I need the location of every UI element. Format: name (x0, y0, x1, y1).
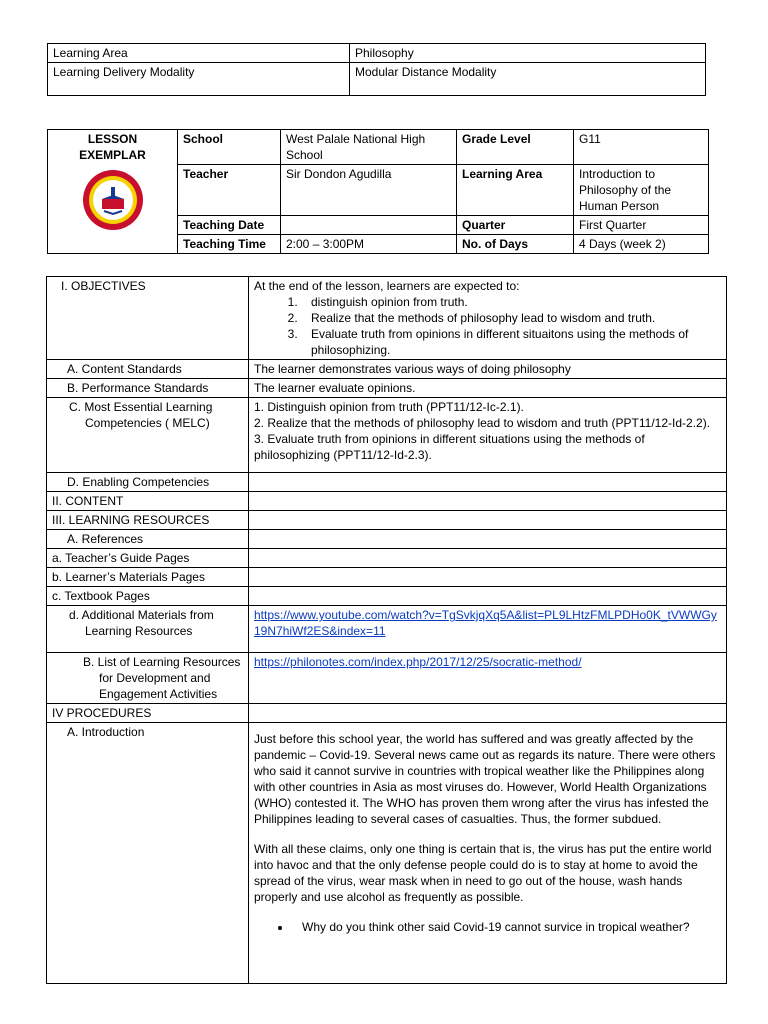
melc-item: 2. Realize that the methods of philosophy lead to wisdom and truth (PPT11/12-Id-2.2). (254, 416, 711, 430)
grade-level-label: Grade Level (457, 130, 574, 165)
exemplar-title: LESSON EXEMPLAR (79, 132, 146, 162)
additional-materials-cell (249, 606, 727, 653)
learners-materials-value (249, 568, 727, 587)
introduction-question: • Why do you think other said Covid-19 cannot survice in tropical weather? (292, 919, 721, 935)
textbook-pages-value (249, 587, 727, 606)
teachers-guide-value (249, 549, 727, 568)
melc-cell (249, 398, 727, 473)
objectives-intro: At the end of the lesson, learners are expected to: (254, 279, 520, 293)
objective-item: 3. Evaluate truth from opinions in different situaitons using the methods of philosophizing. (301, 326, 721, 358)
references-value (249, 530, 727, 549)
teaching-date-value (281, 216, 457, 235)
grade-level-value: G11 (574, 130, 709, 165)
learning-resources-value (249, 511, 727, 530)
introduction-cell (249, 723, 727, 984)
header-info-table (47, 43, 706, 96)
school-label: School (178, 130, 281, 165)
introduction-question-list (254, 919, 721, 935)
lesson-plan-table (46, 276, 727, 984)
objectives-list (254, 294, 721, 358)
content-value (249, 492, 727, 511)
learners-materials-label: b. Learner’s Materials Pages (47, 568, 249, 587)
references-label: A. References (47, 530, 249, 549)
delivery-modality-label: Learning Delivery Modality (48, 63, 350, 96)
enabling-competencies-label: D. Enabling Competencies (47, 473, 249, 492)
teaching-time-label: Teaching Time (178, 235, 281, 254)
school-value: West Palale National High School (281, 130, 457, 165)
exemplar-learning-area-value: Introduction to Philosophy of the Human Person (574, 165, 709, 216)
learning-area-value: Philosophy (350, 44, 706, 63)
content-label: II. CONTENT (47, 492, 249, 511)
quarter-value: First Quarter (574, 216, 709, 235)
objective-item: 2. Realize that the methods of philosophy lead to wisdom and truth. (301, 310, 721, 326)
exemplar-learning-area-label: Learning Area (457, 165, 574, 216)
objectives-row (47, 277, 727, 360)
youtube-link[interactable]: https://www.youtube.com/watch?v=TgSvkjqXq5A&list=PL9LHtzFMLPDHo0K_tVWWGy19N7hiWf2ES&index=11 (254, 608, 717, 638)
teachers-guide-label: a. Teacher’s Guide Pages (47, 549, 249, 568)
textbook-pages-label: c. Textbook Pages (47, 587, 249, 606)
objective-item: 1. distinguish opinion from truth. (301, 294, 721, 310)
philonotes-link[interactable]: https://philonotes.com/index.php/2017/12/25/socratic-method/ (254, 655, 582, 669)
introduction-paragraph: Just before this school year, the world has suffered and was greatly affected by the pandemic – Covid-19. Several news came out as regards its nature. There were others who said it cannot survive in countries with tropical weather like the Philippines along with other countries in Asia as most viruses do. However, World Health Organizations (WHO) contested it. The WHO has proven them wrong after the virus has infested the Philippines leading to several cases of casualties. Thus, the former subdued. (254, 732, 716, 826)
introduction-label: A. Introduction (47, 723, 249, 984)
teacher-label: Teacher (178, 165, 281, 216)
delivery-modality-value: Modular Distance Modality (350, 63, 706, 96)
procedures-value (249, 704, 727, 723)
objectives-cell (249, 277, 727, 360)
performance-standards-value: The learner evaluate opinions. (249, 379, 727, 398)
teaching-time-value: 2:00 – 3:00PM (281, 235, 457, 254)
days-label: No. of Days (457, 235, 574, 254)
days-value: 4 Days (week 2) (574, 235, 709, 254)
content-standards-value: The learner demonstrates various ways of doing philosophy (249, 360, 727, 379)
teaching-date-label: Teaching Date (178, 216, 281, 235)
list-of-resources-cell (249, 653, 727, 704)
teacher-value: Sir Dondon Agudilla (281, 165, 457, 216)
melc-label: C. Most Essential Learning Competencies ( MELC) (47, 398, 249, 473)
list-of-resources-label: B. List of Learning Resources for Development and Engagement Activities (47, 653, 249, 704)
learning-resources-label: III. LEARNING RESOURCES (47, 511, 249, 530)
enabling-competencies-value (249, 473, 727, 492)
lesson-exemplar-table (47, 129, 709, 254)
performance-standards-label: B. Performance Standards (47, 379, 249, 398)
content-standards-label: A. Content Standards (47, 360, 249, 379)
procedures-label: IV PROCEDURES (47, 704, 249, 723)
additional-materials-label: d. Additional Materials from Learning Resources (47, 606, 249, 653)
learning-area-label: Learning Area (48, 44, 350, 63)
exemplar-title-cell (48, 130, 178, 254)
delivery-modality-row (48, 63, 706, 96)
melc-item: 1. Distinguish opinion from truth (PPT11/12-Ic-2.1). (254, 400, 524, 414)
quarter-label: Quarter (457, 216, 574, 235)
melc-item: 3. Evaluate truth from opinions in different situations using the methods of philosophizing (PPT11/12-Id-2.3). (254, 432, 645, 462)
objectives-label: I. OBJECTIVES (47, 277, 249, 360)
school-seal-icon (82, 169, 144, 231)
learning-area-row (48, 44, 706, 63)
introduction-paragraph: With all these claims, only one thing is certain that is, the virus has put the entire world into havoc and that the only defense people could do is to stay at home to avoid the spread of the virus, wear mask when in need to go out of the house, wash hands properly and use alcohol as frequently as possible. (254, 842, 712, 904)
